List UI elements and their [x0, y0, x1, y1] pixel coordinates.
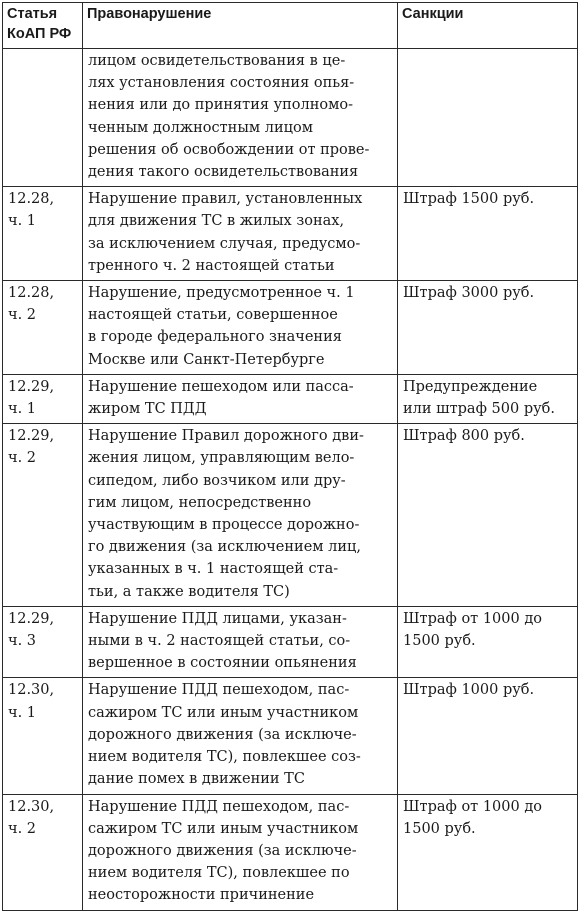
offense-line: лицом освидетельствования в це-: [88, 53, 346, 69]
offense-line: жиром ТС ПДД: [88, 401, 207, 418]
sanction-cell: [398, 678, 578, 794]
offense-line: Нарушение пешеходом или пасса-: [88, 378, 354, 395]
offense-line: указанных в ч. 1 настоящей ста-: [88, 561, 339, 578]
article-cell: [3, 187, 83, 281]
sanction-cell: [398, 374, 578, 423]
offense-line: дание помех в движении ТС: [88, 771, 305, 788]
offense-line: дорожного движения (за исключе-: [88, 842, 357, 859]
header-article-line: КоАП РФ: [7, 26, 72, 42]
article-line: ч. 3: [8, 633, 37, 650]
offense-line: участвующим в процессе дорожно-: [88, 517, 360, 534]
sanction-line: Штраф 1500 руб.: [403, 191, 535, 208]
article-cell: [3, 606, 83, 678]
table-row: [3, 281, 578, 375]
offense-line: Нарушение Правил дорожного дви-: [88, 428, 364, 445]
offense-line: нения или до принятия уполномо-: [88, 97, 354, 114]
article-cell: [3, 281, 83, 375]
article-line: 12.30,: [8, 682, 55, 699]
article-line: ч. 2: [8, 450, 37, 467]
article-line: 12.29,: [8, 378, 55, 395]
table-body: [3, 49, 578, 911]
sanction-cell: [398, 424, 578, 607]
offense-line: гим лицом, непосредственно: [88, 494, 312, 511]
article-line: ч. 1: [8, 401, 37, 418]
offense-line: неосторожности причинение: [88, 887, 315, 904]
offense-line: решения об освобождении от прове-: [88, 141, 370, 158]
sanction-cell: [398, 49, 578, 187]
article-cell: [3, 424, 83, 607]
article-line: 12.29,: [8, 428, 55, 445]
offense-cell: [83, 678, 398, 794]
offense-line: нием водителя ТС), повлекшее по: [88, 865, 350, 882]
sanction-line: Штраф от 1000 до: [403, 798, 542, 815]
article-line: 12.29,: [8, 610, 55, 627]
sanction-line: Штраф 3000 руб.: [403, 285, 535, 302]
article-line: ч. 2: [8, 820, 37, 837]
header-sanctions: [398, 3, 578, 49]
offense-line: сажиром ТС или иным участником: [88, 820, 359, 837]
offense-line: для движения ТС в жилых зонах,: [88, 213, 345, 230]
offense-cell: [83, 606, 398, 678]
article-line: 12.28,: [8, 285, 55, 302]
offense-cell: [83, 281, 398, 375]
table-row: [3, 374, 578, 423]
sanction-line: Штраф 1000 руб.: [403, 682, 535, 699]
header-article-line: Статья: [7, 6, 58, 22]
offense-cell: [83, 187, 398, 281]
offense-line: ченным должностным лицом: [88, 119, 313, 136]
sanction-line: 1500 руб.: [403, 633, 476, 650]
offense-cell: [83, 49, 398, 187]
table-row: [3, 49, 578, 187]
article-line: ч. 2: [8, 307, 37, 324]
article-cell: [3, 374, 83, 423]
offense-line: Нарушение правил, установленных: [88, 191, 363, 208]
header-sanctions-label: Санкции: [402, 6, 464, 22]
sanction-cell: [398, 281, 578, 375]
offense-line: Нарушение ПДД пешеходом, пас-: [88, 682, 350, 699]
offense-line: лях установления состояния опья-: [88, 75, 355, 92]
header-article: [3, 3, 83, 49]
offense-line: за исключением случая, предусмо-: [88, 235, 361, 252]
table-row: [3, 424, 578, 607]
sanction-line: Штраф от 1000 до: [403, 610, 542, 627]
offense-line: дения такого освидетельствования: [88, 164, 359, 181]
offense-line: сипедом, либо возчиком или дру-: [88, 472, 346, 489]
offense-line: нием водителя ТС), повлекшее соз-: [88, 749, 361, 766]
article-line: 12.28,: [8, 191, 55, 208]
article-line: ч. 1: [8, 704, 37, 721]
sanction-cell: [398, 606, 578, 678]
header-offense: [83, 3, 398, 49]
article-cell: [3, 49, 83, 187]
offense-line: Москве или Санкт-Петербурге: [88, 351, 325, 368]
header-offense-label: Правонарушение: [87, 6, 212, 22]
sanction-line: Штраф 800 руб.: [403, 428, 525, 445]
offense-line: жения лицом, управляющим вело-: [88, 450, 355, 467]
offense-line: Нарушение ПДД пешеходом, пас-: [88, 798, 350, 815]
offense-line: тьи, а также водителя ТС): [88, 583, 290, 600]
koap-violations-table: [2, 2, 578, 911]
offense-cell: [83, 374, 398, 423]
offense-line: сажиром ТС или иным участником: [88, 704, 359, 721]
article-line: ч. 1: [8, 213, 37, 230]
sanction-cell: [398, 187, 578, 281]
article-line: 12.30,: [8, 798, 55, 815]
sanction-line: Предупреждение: [403, 378, 538, 395]
sanction-line: 1500 руб.: [403, 820, 476, 837]
offense-cell: [83, 424, 398, 607]
offense-line: Нарушение, предусмотренное ч. 1: [88, 285, 355, 302]
offense-line: вершенное в состоянии опьянения: [88, 655, 357, 672]
offense-line: Нарушение ПДД лицами, указан-: [88, 610, 347, 627]
offense-line: тренного ч. 2 настоящей статьи: [88, 257, 335, 274]
table-row: [3, 606, 578, 678]
table-header-row: [3, 3, 578, 49]
offense-line: го движения (за исключением лиц,: [88, 539, 361, 556]
offense-line: ными в ч. 2 настоящей статьи, со-: [88, 633, 351, 650]
offense-line: дорожного движения (за исключе-: [88, 726, 357, 743]
table-row: [3, 187, 578, 281]
offense-line: в городе федерального значения: [88, 329, 342, 346]
table-row: [3, 678, 578, 794]
sanction-line: или штраф 500 руб.: [403, 401, 555, 418]
article-cell: [3, 678, 83, 794]
offense-line: настоящей статьи, совершенное: [88, 307, 338, 324]
